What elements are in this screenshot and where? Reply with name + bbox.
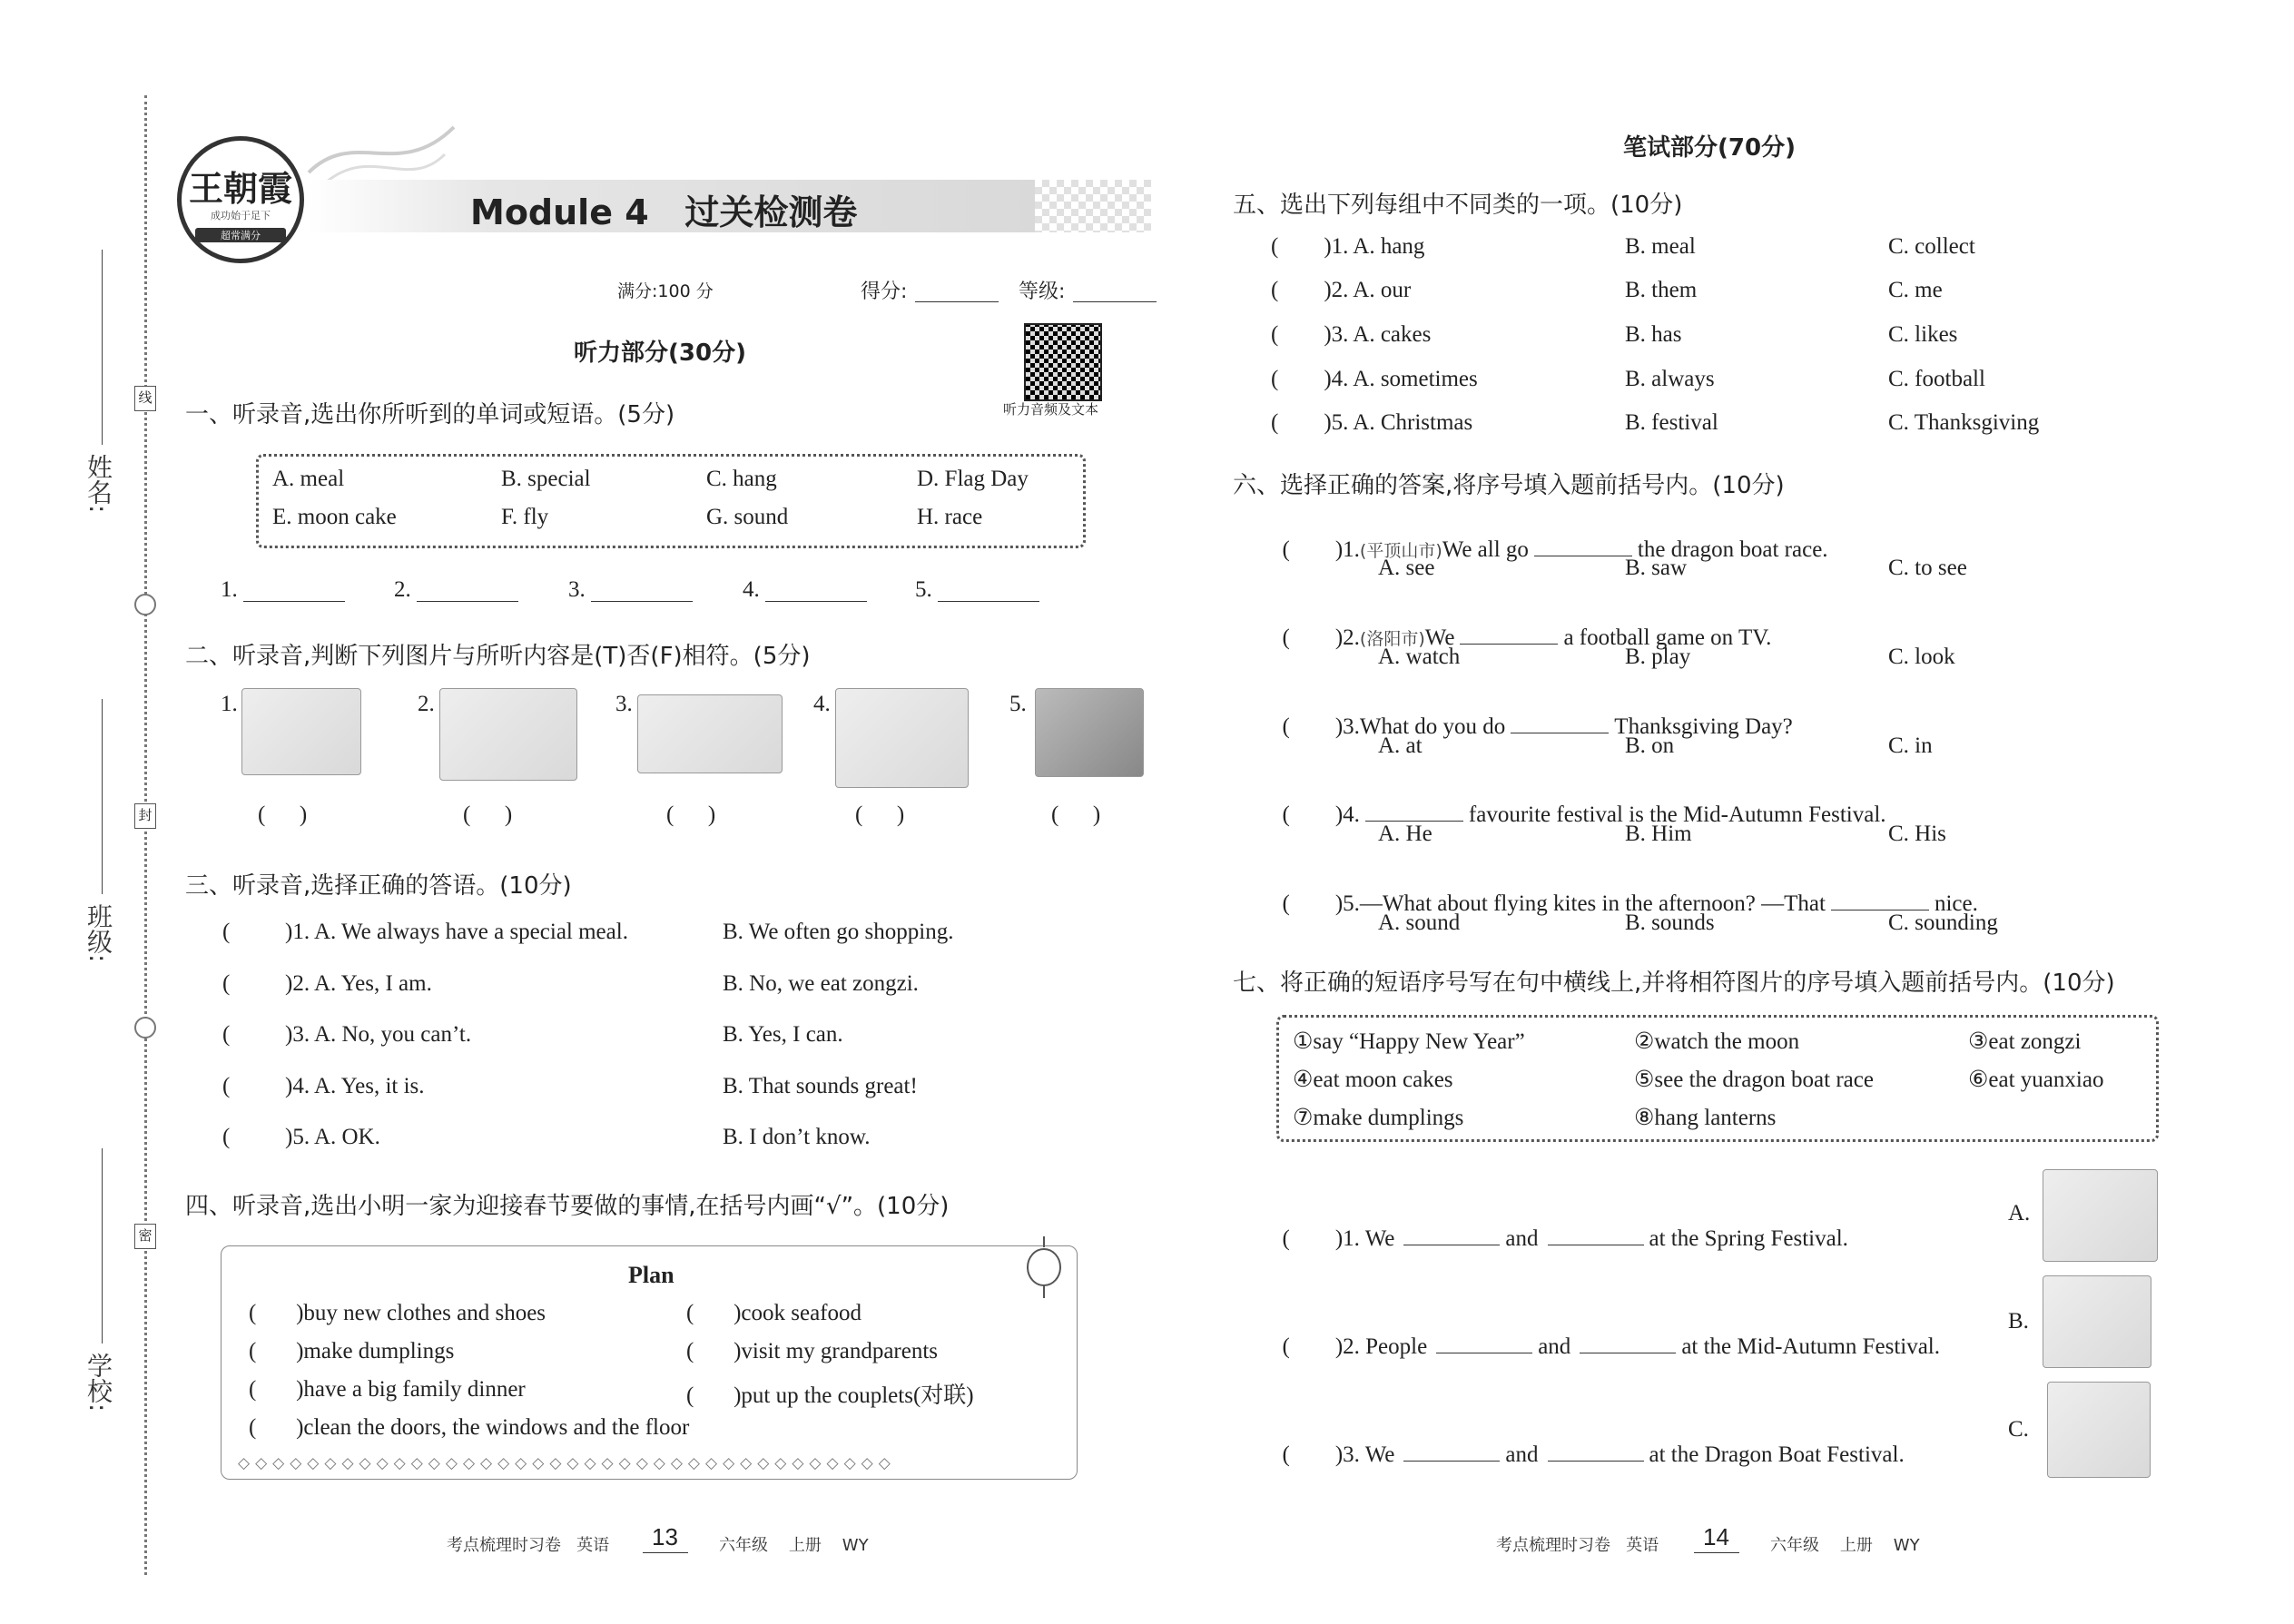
s1-option-h: H. race: [917, 505, 983, 529]
listening-header: 听力部分(30分): [574, 340, 746, 367]
s5-q3-c: C. likes: [1888, 322, 1958, 347]
s6-q1-s2: the dragon boat race.: [1637, 537, 1828, 562]
s5-q5-a: ( )5. A. Christmas: [1271, 410, 1473, 435]
s2-paren-4[interactable]: ( ): [855, 802, 905, 827]
s7-q1-blank-2[interactable]: [1548, 1244, 1644, 1245]
s3-lparen-3[interactable]: (: [222, 1022, 231, 1047]
brand-name: 王朝霞: [188, 169, 292, 209]
s2-paren-1[interactable]: ( ): [258, 802, 308, 827]
s5-q4-b: B. always: [1625, 367, 1715, 391]
s6-q2: [1271, 600, 1771, 651]
s5-q4-c: C. football: [1888, 367, 1985, 391]
s3-item-4-a: )4. A. Yes, it is.: [285, 1074, 425, 1098]
s7-phrase-6: ⑥eat yuanxiao: [1968, 1068, 2104, 1092]
s6-q3-opt-b: B. on: [1625, 733, 1675, 758]
s2-paren-5[interactable]: ( ): [1051, 802, 1101, 827]
s5-q4-a: ( )4. A. sometimes: [1271, 367, 1478, 391]
s1-num-2: 2.: [394, 577, 411, 602]
s1-option-e: E. moon cake: [272, 505, 397, 529]
s7-q3-blank-1[interactable]: [1403, 1460, 1500, 1462]
s7-phrase-3: ③eat zongzi: [1968, 1029, 2082, 1054]
s6-q4-opt-b: B. Him: [1625, 822, 1692, 846]
s6-q3-s1: What do you do: [1359, 714, 1506, 739]
s6-q1-blank[interactable]: [1534, 555, 1632, 556]
s7-phrase-2: ②watch the moon: [1634, 1029, 1800, 1054]
class-line: [102, 699, 103, 894]
name-label: 姓名:: [84, 454, 113, 514]
s6-q2-s1: We: [1424, 625, 1455, 650]
s6-q5: [1271, 866, 1978, 917]
s1-blank-5[interactable]: [938, 601, 1039, 602]
s6-q1-opt-b: B. saw: [1625, 556, 1688, 580]
s4-right-2: ( )visit my grandparents: [686, 1339, 939, 1363]
s6-q4-opt-a: A. He: [1378, 822, 1433, 846]
s7-q2-blank-2[interactable]: [1580, 1352, 1676, 1353]
s7-phrase-4: ④eat moon cakes: [1293, 1068, 1453, 1092]
qr-caption: 听力音频及文本: [1003, 401, 1099, 418]
s5-q2-a: ( )2. A. our: [1271, 278, 1412, 302]
title-checker: [1035, 180, 1151, 232]
s3-item-1-a: )1. A. We always have a special meal.: [285, 920, 628, 944]
s1-option-g: G. sound: [706, 505, 789, 529]
lantern-icon: [1024, 1236, 1064, 1300]
s3-item-4-b: B. That sounds great!: [723, 1074, 918, 1098]
s6-q1-pre: ( )1.: [1282, 537, 1360, 562]
s7-letter-b: B.: [2008, 1309, 2029, 1334]
brand-logo: [177, 136, 304, 263]
writing-header: 笔试部分(70分): [1623, 134, 1796, 162]
s3-title: 三、听录音,选择正确的答语。(10分): [185, 872, 572, 900]
s3-item-3-a: )3. A. No, you can’t.: [285, 1022, 472, 1047]
s6-q3-opt-a: A. at: [1378, 733, 1423, 758]
s6-q3-opt-c: C. in: [1888, 733, 1933, 758]
s5-q2-c: C. me: [1888, 278, 1943, 302]
footer-right-page-line: [1694, 1552, 1739, 1553]
s3-item-5-a: )5. A. OK.: [285, 1125, 380, 1149]
s6-q2-opt-c: C. look: [1888, 645, 1955, 669]
s3-lparen-2[interactable]: (: [222, 971, 231, 996]
s7-picture-c: [2047, 1382, 2151, 1478]
s1-option-f: F. fly: [501, 505, 549, 529]
s4-border-pattern: ◇◇◇◇◇◇◇◇◇◇◇◇◇◇◇◇◇◇◇◇◇◇◇◇◇◇◇◇◇◇◇◇◇◇◇◇◇◇: [238, 1454, 896, 1471]
s3-item-2-b: B. No, we eat zongzi.: [723, 971, 919, 996]
seal-char-2: 封: [134, 803, 156, 829]
s2-num-5: 5.: [1009, 692, 1027, 716]
s6-q3-s2: Thanksgiving Day?: [1614, 714, 1793, 739]
seal-char-3: 密: [134, 1224, 156, 1249]
s5-q1-c: C. collect: [1888, 234, 1975, 259]
s6-q5-opt-b: B. sounds: [1625, 910, 1715, 935]
s7-q3: [1271, 1417, 1905, 1468]
s1-option-d: D. Flag Day: [917, 467, 1029, 491]
full-score: 满分:100 分: [617, 281, 714, 301]
s2-num-1: 1.: [221, 692, 238, 716]
s7-q2-and: and: [1538, 1334, 1571, 1359]
footer-left-page: 13: [652, 1523, 678, 1550]
s3-lparen-4[interactable]: (: [222, 1074, 231, 1098]
binding-ring-1: [134, 594, 156, 615]
s7-phrase-5: ⑤see the dragon boat race: [1634, 1068, 1874, 1092]
qr-code[interactable]: [1024, 323, 1102, 401]
s7-q1-pre: ( )1. We: [1282, 1226, 1395, 1251]
s6-q3-pre: ( )3.: [1282, 714, 1360, 739]
brand-slogan: 成功始于足下: [211, 210, 271, 221]
s3-lparen-1[interactable]: (: [222, 920, 231, 944]
binding-ring-2: [134, 1017, 156, 1038]
s7-q2-blank-1[interactable]: [1436, 1352, 1532, 1353]
s6-q3-blank[interactable]: [1511, 732, 1609, 733]
s3-item-2-a: )2. A. Yes, I am.: [285, 971, 432, 996]
footer-right-page: 14: [1703, 1523, 1729, 1550]
s6-q4-pre: ( )4.: [1282, 802, 1360, 827]
s3-item-3-b: B. Yes, I can.: [723, 1022, 843, 1047]
s1-option-c: C. hang: [706, 467, 777, 491]
s1-num-5: 5.: [915, 577, 932, 602]
page-title: Module 4 过关检测卷: [470, 192, 858, 232]
s2-num-4: 4.: [813, 692, 831, 716]
s6-q4-s2: favourite festival is the Mid-Autumn Festival.: [1468, 802, 1886, 827]
s1-num-4: 4.: [743, 577, 760, 602]
s1-option-b: B. special: [501, 467, 591, 491]
s1-option-a: A. meal: [272, 467, 345, 491]
s1-num-1: 1.: [221, 577, 238, 602]
s4-left-1: ( )buy new clothes and shoes: [249, 1301, 546, 1325]
s2-picture-5: [1035, 688, 1144, 777]
s7-q2: [1271, 1309, 1940, 1360]
footer-left-page-line: [643, 1552, 688, 1553]
s6-q1-tag: (平顶山市): [1359, 541, 1442, 561]
s5-q5-c: C. Thanksgiving: [1888, 410, 2040, 435]
s6-q1: [1271, 512, 1828, 563]
s7-phrase-8: ⑧hang lanterns: [1634, 1106, 1777, 1130]
s6-q1-opt-c: C. to see: [1888, 556, 1967, 580]
s7-phrase-1: ①say “Happy New Year”: [1293, 1029, 1525, 1054]
s4-plan-title: Plan: [628, 1262, 674, 1288]
s1-blank-3[interactable]: [591, 601, 693, 602]
s4-left-4: ( )clean the doors, the windows and the floor: [249, 1415, 690, 1440]
score-label: 得分:: [861, 281, 908, 303]
s7-q1-post: at the Spring Festival.: [1649, 1226, 1848, 1251]
s1-num-3: 3.: [568, 577, 586, 602]
s5-q2-b: B. them: [1625, 278, 1698, 302]
s2-picture-3: [637, 694, 783, 773]
s7-title: 七、将正确的短语序号写在句中横线上,并将相符图片的序号填入题前括号内。(10分): [1233, 969, 2115, 997]
s5-q1-b: B. meal: [1625, 234, 1696, 259]
s2-num-2: 2.: [418, 692, 435, 716]
s3-item-5-b: B. I don’t know.: [723, 1125, 871, 1149]
grade-blank[interactable]: [1073, 301, 1157, 302]
s7-letter-a: A.: [2008, 1201, 2031, 1225]
s1-blank-1[interactable]: [243, 601, 345, 602]
s6-title: 六、选择正确的答案,将序号填入题前括号内。(10分): [1233, 472, 1785, 499]
footer-left-text: 考点梳理时习卷 英语: [447, 1536, 610, 1555]
s2-num-3: 3.: [615, 692, 633, 716]
binding-line: [144, 95, 147, 1575]
footer-right-text: 考点梳理时习卷 英语: [1496, 1536, 1659, 1555]
s7-q3-pre: ( )3. We: [1282, 1442, 1395, 1467]
s4-title: 四、听录音,选出小明一家为迎接春节要做的事情,在括号内画“√”。(10分): [185, 1193, 950, 1220]
s7-q3-blank-2[interactable]: [1548, 1460, 1644, 1462]
s7-q2-pre: ( )2. People: [1282, 1334, 1428, 1359]
s5-q3-b: B. has: [1625, 322, 1682, 347]
name-line: [102, 250, 103, 445]
s6-q5-s2: nice.: [1934, 891, 1978, 916]
grade-label: 等级:: [1019, 281, 1066, 303]
class-label: 班级:: [84, 903, 113, 963]
s7-letter-c: C.: [2008, 1417, 2029, 1442]
s1-blank-4[interactable]: [765, 601, 867, 602]
s6-q5-opt-a: A. sound: [1378, 910, 1461, 935]
s6-q5-opt-c: C. sounding: [1888, 910, 1998, 935]
s6-q2-s2: a football game on TV.: [1563, 625, 1772, 650]
s5-q3-a: ( )3. A. cakes: [1271, 322, 1432, 347]
s5-title: 五、选出下列每组中不同类的一项。(10分): [1233, 192, 1683, 219]
s5-q1-a: ( )1. A. hang: [1271, 234, 1425, 259]
s4-left-2: ( )make dumplings: [249, 1339, 455, 1363]
s2-title: 二、听录音,判断下列图片与所听内容是(T)否(F)相符。(5分): [185, 643, 811, 670]
school-label: 学校:: [84, 1353, 113, 1412]
s6-q2-opt-b: B. play: [1625, 645, 1691, 669]
seal-char-1: 线: [134, 386, 156, 411]
s1-blank-2[interactable]: [417, 601, 518, 602]
score-blank[interactable]: [915, 301, 999, 302]
s1-title: 一、听录音,选出你所听到的单词或短语。(5分): [185, 401, 675, 428]
s4-right-1: ( )cook seafood: [686, 1301, 861, 1325]
s6-q1-s1: We all go: [1442, 537, 1529, 562]
s7-picture-b: [2043, 1275, 2151, 1368]
footer-right-grade: 六年级 上册 WY: [1770, 1536, 1920, 1555]
s6-q2-blank[interactable]: [1460, 643, 1558, 645]
s5-q5-b: B. festival: [1625, 410, 1718, 435]
s3-item-1-b: B. We often go shopping.: [723, 920, 954, 944]
s7-q1-and: and: [1505, 1226, 1539, 1251]
s6-q2-pre: ( )2.: [1282, 625, 1360, 650]
s6-q5-pre: ( )5.: [1282, 891, 1360, 916]
s6-q4: [1271, 777, 1886, 828]
s7-q1: [1271, 1201, 1848, 1252]
s7-q3-and: and: [1505, 1442, 1539, 1467]
s7-phrase-7: ⑦make dumplings: [1293, 1106, 1464, 1130]
s4-left-3: ( )have a big family dinner: [249, 1377, 526, 1402]
s7-picture-a: [2043, 1169, 2158, 1262]
s2-paren-3[interactable]: ( ): [666, 802, 716, 827]
ribbon-decoration: [300, 109, 463, 191]
s6-q2-tag: (洛阳市): [1359, 629, 1425, 649]
school-line: [102, 1148, 103, 1343]
s2-picture-4: [835, 688, 969, 788]
s2-picture-2: [439, 688, 577, 781]
s6-q5-s1: —What about flying kites in the afternoon? —That: [1359, 891, 1826, 916]
s2-paren-2[interactable]: ( ): [463, 802, 513, 827]
s4-right-3: ( )put up the couplets(对联): [686, 1383, 974, 1408]
s7-q2-post: at the Mid-Autumn Festival.: [1681, 1334, 1941, 1359]
s7-q1-blank-1[interactable]: [1403, 1244, 1500, 1245]
s6-q4-opt-c: C. His: [1888, 822, 1946, 846]
brand-ribbon: 超常满分: [195, 228, 286, 242]
s2-picture-1: [241, 688, 361, 775]
s7-q3-post: at the Dragon Boat Festival.: [1649, 1442, 1905, 1467]
footer-left-grade: 六年级 上册 WY: [719, 1536, 869, 1555]
s6-q3: [1271, 689, 1793, 740]
s3-lparen-5[interactable]: (: [222, 1125, 231, 1149]
s6-q1-opt-a: A. see: [1378, 556, 1435, 580]
s6-q2-opt-a: A. watch: [1378, 645, 1461, 669]
